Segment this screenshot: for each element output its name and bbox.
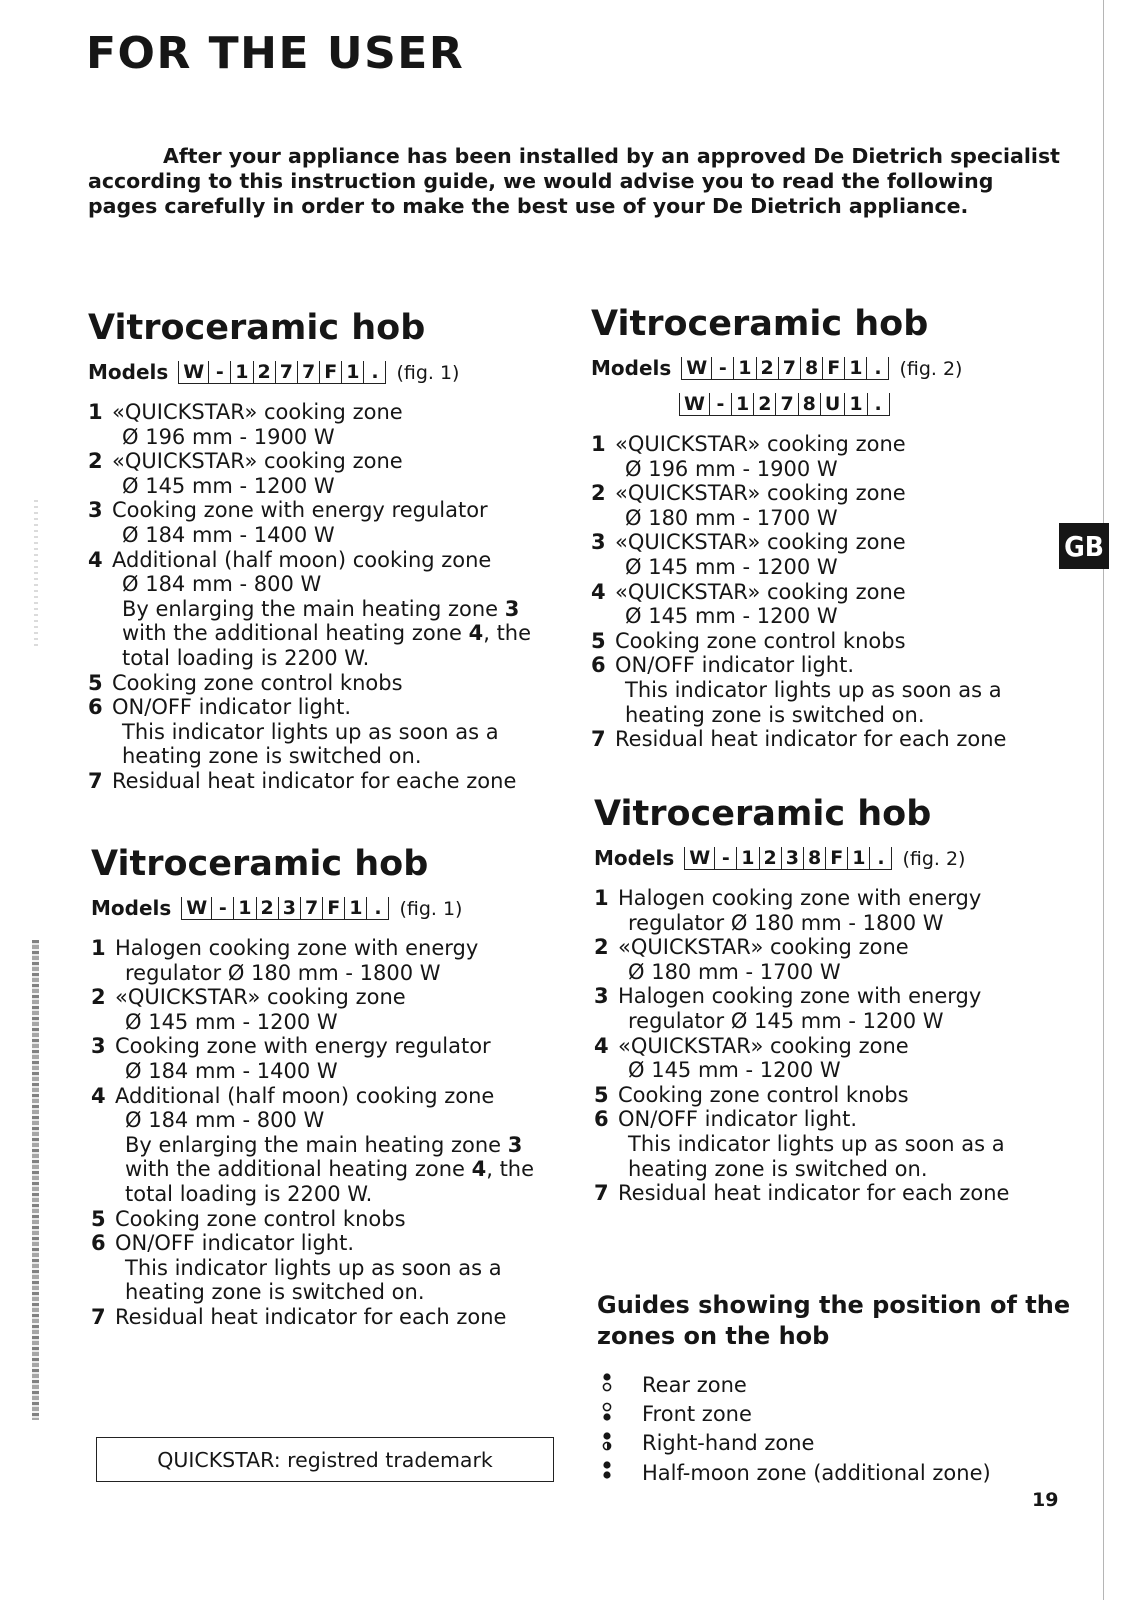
list-item: [591, 481, 1061, 530]
list-item: [91, 1207, 561, 1232]
model-code-char: W: [681, 357, 711, 380]
zone-number: 4: [468, 621, 484, 646]
item-text: Cooking zone control knobs: [618, 1082, 909, 1107]
legend-label: Rear zone: [642, 1372, 747, 1397]
trademark-note: QUICKSTAR: registred trademark: [157, 1447, 493, 1472]
right-hand-zone-icon: [600, 1429, 628, 1458]
item-text: ON/OFF indicator light.: [115, 1231, 355, 1256]
item-text: «QUICKSTAR» cooking zone: [615, 579, 906, 604]
item-number: 4: [88, 547, 103, 572]
model-code-char: .: [866, 357, 889, 380]
model-code-char: 1: [844, 357, 866, 380]
item-text: Halogen cooking zone with energy: [115, 936, 479, 960]
item-number: 2: [91, 985, 106, 1010]
item-text: «QUICKSTAR» cooking zone: [615, 530, 906, 555]
item-text: Ø 145 mm - 1200 W: [625, 554, 838, 579]
models-row: [594, 842, 1064, 870]
list-item: [591, 580, 1061, 629]
list-item: [594, 1083, 1064, 1108]
models-row: [88, 356, 558, 384]
note-text: with the additional heating zone: [125, 1157, 472, 1182]
hob-section: [594, 792, 1064, 1206]
item-text: «QUICKSTAR» cooking zone: [112, 449, 403, 474]
section-title: Vitroceramic hob: [88, 308, 426, 348]
model-code-char: 7: [778, 357, 800, 380]
model-code-char: .: [366, 897, 389, 920]
model-code-char: -: [208, 361, 230, 384]
guides-title: Guides showing the position of the zones on the hob: [597, 1291, 1071, 1350]
item-number: 1: [594, 886, 609, 910]
item-text: This indicator lights up as soon as a heating zone is switched on.: [625, 677, 1002, 727]
item-number: 5: [591, 628, 606, 653]
model-code-char: .: [363, 361, 386, 384]
note-text: , the total loading is 2200 W.: [122, 621, 532, 670]
item-list: [88, 400, 558, 794]
item-text: Ø 180 mm - 1700 W: [628, 959, 841, 984]
list-item: [88, 498, 558, 547]
item-text: ON/OFF indicator light.: [618, 1107, 858, 1132]
list-item: [594, 935, 1064, 984]
list-item: [88, 400, 558, 449]
language-tab-label: GB: [1064, 529, 1104, 563]
item-text: This indicator lights up as soon as a heating zone is switched on.: [628, 1131, 1005, 1181]
item-text: «QUICKSTAR» cooking zone: [112, 400, 403, 424]
model-code: [684, 844, 892, 870]
model-code-char: 7: [275, 361, 297, 384]
model-code-char: 8: [803, 847, 825, 870]
section-title: Vitroceramic hob: [594, 794, 932, 834]
page-title: FOR THE USER: [86, 28, 465, 79]
item-text: «QUICKSTAR» cooking zone: [618, 1033, 909, 1058]
item-text: Residual heat indicator for each zone: [115, 1304, 507, 1329]
model-code-char: -: [709, 393, 731, 416]
models-row: [91, 892, 561, 920]
list-item: [591, 653, 1061, 727]
models-row: [591, 352, 1061, 380]
model-code-char: 1: [230, 361, 252, 384]
models-label: Models: [91, 896, 172, 920]
list-item: [591, 629, 1061, 654]
item-note: [112, 597, 558, 671]
model-code-char: F: [319, 361, 341, 384]
model-code-char: W: [181, 897, 211, 920]
item-number: 7: [91, 1304, 106, 1329]
section-title: Vitroceramic hob: [591, 304, 929, 344]
list-item: [594, 1181, 1064, 1206]
item-text: Cooking zone with energy regulator: [112, 498, 488, 523]
item-text: «QUICKSTAR» cooking zone: [615, 432, 906, 456]
item-text: Ø 145 mm - 1200 W: [625, 604, 838, 629]
item-text: This indicator lights up as soon as a heating zone is switched on.: [122, 719, 499, 769]
list-item: [88, 769, 558, 794]
note-text: with the additional heating zone: [122, 621, 469, 646]
model-code-char: 7: [300, 897, 322, 920]
models-row: [591, 388, 1061, 416]
item-text: Ø 180 mm - 1700 W: [625, 505, 838, 530]
item-text: Ø 145 mm - 1200 W: [125, 1009, 338, 1034]
page-number: 19: [1032, 1489, 1059, 1511]
rear-zone-icon: [600, 1370, 628, 1399]
legend-item: [600, 1429, 991, 1458]
model-code-char: U: [820, 393, 844, 416]
zone-number: 3: [507, 1132, 523, 1157]
item-text: «QUICKSTAR» cooking zone: [615, 481, 906, 506]
item-number: 3: [591, 530, 606, 555]
item-text: Ø 196 mm - 1900 W: [625, 456, 838, 481]
model-code-char: 8: [798, 393, 820, 416]
list-item: [594, 984, 1064, 1033]
item-number: 7: [591, 727, 606, 752]
item-number: 5: [594, 1082, 609, 1107]
item-number: 2: [594, 935, 609, 960]
item-number: 1: [88, 400, 103, 424]
figure-reference: (fig. 1): [399, 898, 463, 920]
list-item: [88, 671, 558, 696]
item-text: Residual heat indicator for each zone: [615, 727, 1007, 752]
item-note: [115, 1133, 561, 1207]
model-code-char: F: [322, 897, 344, 920]
item-text: Residual heat indicator for each zone: [618, 1181, 1010, 1206]
model-code: [681, 354, 889, 380]
list-item: [91, 1034, 561, 1083]
list-item: [91, 1305, 561, 1330]
list-item: [594, 886, 1064, 935]
item-text: Ø 184 mm - 800 W: [122, 572, 322, 597]
item-list: [594, 886, 1064, 1206]
list-item: [591, 530, 1061, 579]
model-code-char: .: [867, 393, 890, 416]
item-text: ON/OFF indicator light.: [615, 653, 855, 678]
hob-section: [91, 842, 561, 1330]
note-text: By enlarging the main heating zone: [125, 1132, 508, 1157]
list-item: [594, 1034, 1064, 1083]
language-tab: [1059, 523, 1109, 569]
item-list: [91, 936, 561, 1330]
section-title: Vitroceramic hob: [91, 844, 429, 884]
model-code-char: -: [714, 847, 736, 870]
item-number: 1: [591, 432, 606, 456]
scan-margin-mark: [34, 500, 38, 650]
item-text: «QUICKSTAR» cooking zone: [115, 985, 406, 1010]
model-code-char: F: [822, 357, 844, 380]
figure-reference: (fig. 2): [902, 848, 966, 870]
item-text: ON/OFF indicator light.: [112, 695, 352, 720]
model-code-char: 2: [756, 357, 778, 380]
intro-paragraph: After your appliance has been installed by an approved De Dietrich specialist according to this instruction guide, we would advise you to read the following pages carefully in order to make the best use of your De Dietrich appliance.: [88, 144, 1060, 218]
item-text: Halogen cooking zone with energy: [618, 886, 982, 910]
model-code-char: 1: [736, 847, 758, 870]
list-item: [88, 548, 558, 671]
item-number: 1: [91, 936, 106, 960]
item-number: 7: [88, 768, 103, 793]
item-text: This indicator lights up as soon as a heating zone is switched on.: [125, 1255, 502, 1305]
list-item: [594, 1107, 1064, 1181]
model-code-char: 7: [775, 393, 797, 416]
models-label: Models: [88, 360, 169, 384]
item-number: 5: [91, 1206, 106, 1231]
item-number: 4: [91, 1083, 106, 1108]
item-number: 2: [88, 449, 103, 474]
item-number: 4: [594, 1033, 609, 1058]
item-number: 4: [591, 579, 606, 604]
item-text: Ø 184 mm - 800 W: [125, 1108, 325, 1133]
item-number: 6: [88, 695, 103, 720]
item-number: 2: [591, 481, 606, 506]
item-number: 5: [88, 670, 103, 695]
model-code: [181, 894, 389, 920]
legend-label: Front zone: [642, 1402, 752, 1427]
zone-guides-legend: [600, 1370, 991, 1488]
item-text: Additional (half moon) cooking zone: [112, 547, 492, 572]
hob-section: [88, 306, 558, 794]
model-code-char: 3: [278, 897, 300, 920]
model-code-char: -: [711, 357, 733, 380]
model-code-char: 8: [800, 357, 822, 380]
model-code-char: 1: [233, 897, 255, 920]
item-number: 7: [594, 1181, 609, 1206]
hob-section: [591, 302, 1061, 752]
item-number: 6: [91, 1231, 106, 1256]
scan-margin-mark: [32, 940, 39, 1420]
list-item: [591, 727, 1061, 752]
item-text: regulator Ø 180 mm - 1800 W: [628, 910, 944, 935]
models-label: Models: [594, 846, 675, 870]
model-code-char: -: [211, 897, 233, 920]
model-code-char: W: [178, 361, 208, 384]
item-text: Ø 145 mm - 1200 W: [628, 1058, 841, 1083]
model-code-char: W: [684, 847, 714, 870]
item-text: Halogen cooking zone with energy: [618, 984, 982, 1009]
model-code: [679, 390, 890, 416]
note-text: , the total loading is 2200 W.: [125, 1157, 535, 1206]
model-code-char: 1: [731, 393, 753, 416]
item-text: Ø 184 mm - 1400 W: [125, 1058, 338, 1083]
list-item: [91, 936, 561, 985]
legend-item: [600, 1399, 991, 1428]
item-text: Cooking zone control knobs: [115, 1206, 406, 1231]
list-item: [88, 449, 558, 498]
model-code-char: W: [679, 393, 709, 416]
zone-number: 4: [471, 1157, 487, 1182]
model-code-char: 1: [344, 897, 366, 920]
model-code-char: 1: [733, 357, 755, 380]
note-text: By enlarging the main heating zone: [122, 596, 505, 621]
item-text: Cooking zone control knobs: [112, 670, 403, 695]
item-number: 3: [594, 984, 609, 1009]
item-text: «QUICKSTAR» cooking zone: [618, 935, 909, 960]
front-zone-icon: [600, 1400, 628, 1429]
list-item: [88, 695, 558, 769]
models-label: Models: [591, 356, 672, 380]
item-text: regulator Ø 180 mm - 1800 W: [125, 960, 441, 985]
model-code-char: 2: [253, 361, 275, 384]
item-number: 3: [88, 498, 103, 523]
item-text: Ø 196 mm - 1900 W: [122, 424, 335, 449]
model-code-char: F: [825, 847, 847, 870]
model-code-char: 2: [256, 897, 278, 920]
item-text: Ø 184 mm - 1400 W: [122, 522, 335, 547]
model-code: [178, 358, 386, 384]
list-item: [91, 1084, 561, 1207]
item-text: Ø 145 mm - 1200 W: [122, 473, 335, 498]
item-list: [591, 432, 1061, 752]
list-item: [91, 1231, 561, 1305]
item-text: Cooking zone control knobs: [615, 628, 906, 653]
figure-reference: (fig. 2): [899, 358, 963, 380]
legend-label: Right-hand zone: [642, 1431, 815, 1456]
item-number: 6: [594, 1107, 609, 1132]
trademark-box: [96, 1437, 554, 1482]
half-moon-zone-icon: [600, 1458, 628, 1487]
model-code-char: 1: [847, 847, 869, 870]
list-item: [91, 985, 561, 1034]
page-edge-line: [1103, 0, 1104, 1600]
list-item: [591, 432, 1061, 481]
model-code-char: 3: [781, 847, 803, 870]
item-text: regulator Ø 145 mm - 1200 W: [628, 1008, 944, 1033]
zone-number: 3: [504, 596, 520, 621]
legend-item: [600, 1370, 991, 1399]
item-number: 3: [91, 1034, 106, 1059]
model-code-char: .: [869, 847, 892, 870]
item-text: Residual heat indicator for eache zone: [112, 768, 517, 793]
figure-reference: (fig. 1): [396, 362, 460, 384]
item-text: Cooking zone with energy regulator: [115, 1034, 491, 1059]
model-code-char: 1: [341, 361, 363, 384]
model-code-char: 2: [753, 393, 775, 416]
item-number: 6: [591, 653, 606, 678]
legend-label: Half-moon zone (additional zone): [642, 1460, 991, 1485]
model-code-char: 2: [759, 847, 781, 870]
item-text: Additional (half moon) cooking zone: [115, 1083, 495, 1108]
model-code-char: 1: [844, 393, 866, 416]
model-code-char: 7: [297, 361, 319, 384]
legend-item: [600, 1458, 991, 1487]
